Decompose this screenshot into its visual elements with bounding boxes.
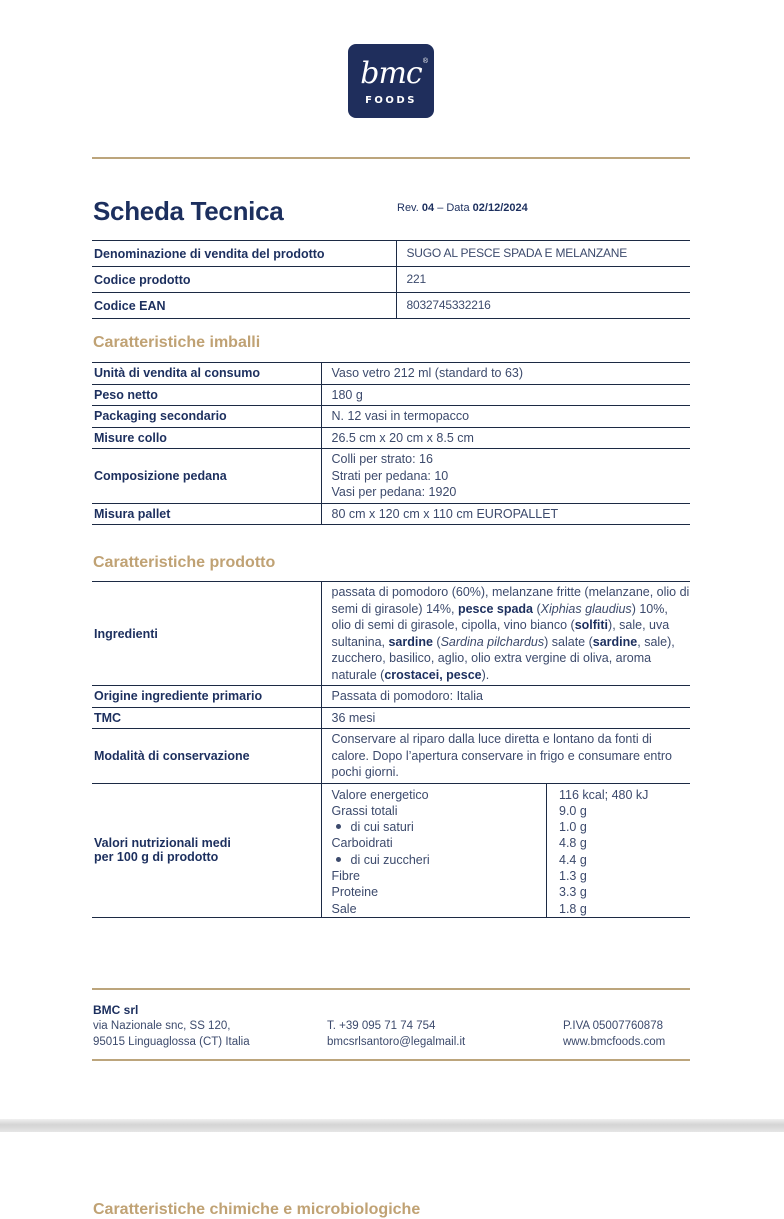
nutrition-row xyxy=(322,835,691,851)
nutrition-row xyxy=(322,884,691,900)
nutrition-row xyxy=(322,868,691,884)
logo-script: bmc xyxy=(360,55,422,91)
nutrient-name: Carboidrati xyxy=(331,836,393,851)
nutrient-value: 1.0 g xyxy=(547,819,691,835)
nutrition-row xyxy=(322,803,691,819)
nutrient-name: di cui zuccheri xyxy=(322,852,547,868)
table-row xyxy=(92,582,690,686)
revision-info xyxy=(397,202,528,214)
table-row xyxy=(92,241,690,267)
nutrition-label-line: per 100 g di prodotto xyxy=(94,850,219,865)
product-table xyxy=(92,581,690,918)
nutrient-value: 4.4 g xyxy=(547,852,691,868)
nutrient-value: 9.0 g xyxy=(547,803,691,819)
nutrition-row xyxy=(322,784,691,803)
table-row xyxy=(92,427,690,449)
address-line: via Nazionale snc, SS 120, xyxy=(93,1020,231,1032)
nutrition-label-line: Valori nutrizionali medi xyxy=(94,836,231,851)
website-link[interactable]: www.bmcfoods.com xyxy=(563,1036,666,1048)
pallet-line: Strati per pedana: 10 xyxy=(331,468,449,483)
section-heading-packaging: Caratteristiche imballi xyxy=(93,334,261,351)
date-label: – Data xyxy=(437,202,470,214)
section-heading-chemical: Caratteristiche chimiche e microbiologiche xyxy=(93,1201,421,1218)
row-value xyxy=(321,449,690,504)
nutrient-value: 3.3 g xyxy=(547,884,691,900)
vat-number: P.IVA 05007760878 xyxy=(563,1020,663,1032)
footer-contact xyxy=(327,1018,465,1050)
table-row xyxy=(92,686,690,708)
row-label: Packaging secondario xyxy=(92,406,321,428)
footer-divider-bottom xyxy=(92,1059,690,1061)
row-label: TMC xyxy=(92,707,321,729)
table-row xyxy=(92,503,690,525)
page-title: Scheda Tecnica xyxy=(93,196,284,226)
nutrition-row xyxy=(322,819,691,835)
nutrition-row xyxy=(322,901,691,917)
row-label xyxy=(92,783,321,917)
ingredients-text: passata di pomodoro (60%), melanzane fritte (melanzane, olio di semi di girasole) 14%, pesce spada (Xiphias glaudius) 10%, olio di semi di girasole, cipolla, vino bianco (solfiti), sale, uva sultanina, sardine (Sardina pilchardus) salate (sardine, sale), zucchero, basilico, aglio, olio extra vergine di oliva, aroma naturale (crostacei, pesce). xyxy=(321,582,690,686)
nutrition-values xyxy=(321,783,690,917)
row-label: Codice EAN xyxy=(92,293,396,319)
bullet-icon xyxy=(336,857,341,862)
pallet-line: Colli per strato: 16 xyxy=(331,452,433,466)
product-info-table xyxy=(92,240,690,319)
row-value: Passata di pomodoro: Italia xyxy=(321,686,690,708)
table-row xyxy=(92,707,690,729)
bullet-icon xyxy=(336,824,341,829)
row-label: Ingredienti xyxy=(92,582,321,686)
logo-subtitle: FOODS xyxy=(365,94,417,106)
row-label: Unità di vendita al consumo xyxy=(92,363,321,385)
email-link[interactable]: bmcsrlsantoro@legalmail.it xyxy=(327,1036,466,1048)
row-value: 8032745332216 xyxy=(396,293,690,319)
row-label: Denominazione di vendita del prodotto xyxy=(92,241,396,267)
footer-legal xyxy=(563,1018,665,1050)
nutrient-name: di cui saturi xyxy=(322,819,547,835)
page-separator xyxy=(0,1119,784,1132)
row-label: Modalità di conservazione xyxy=(92,729,321,784)
table-row xyxy=(92,384,690,406)
bmc-foods-logo xyxy=(348,44,434,118)
footer-company: BMC srl xyxy=(93,1003,139,1017)
table-row xyxy=(92,267,690,293)
nutrient-value: 1.3 g xyxy=(547,868,691,884)
table-row xyxy=(92,783,690,917)
rev-number: 04 xyxy=(421,202,435,214)
footer-address xyxy=(93,1018,250,1050)
table-row xyxy=(92,293,690,319)
row-label: Misura pallet xyxy=(92,503,321,525)
footer-divider-top xyxy=(92,988,690,990)
nutrient-value: 116 kcal; 480 kJ xyxy=(547,784,691,803)
table-row xyxy=(92,729,690,784)
address-line: 95015 Linguaglossa (CT) Italia xyxy=(93,1036,250,1048)
nutrient-name: Valore energetico xyxy=(331,787,429,802)
row-value: SUGO AL PESCE SPADA E MELANZANE xyxy=(396,241,690,267)
row-value: Vaso vetro 212 ml (standard to 63) xyxy=(321,363,690,385)
nutrition-table xyxy=(322,784,691,917)
table-row xyxy=(92,363,690,385)
nutrient-value: 4.8 g xyxy=(547,835,691,851)
pallet-line: Vasi per pedana: 1920 xyxy=(331,485,457,499)
nutrient-name: Grassi totali xyxy=(331,803,398,818)
row-value: N. 12 vasi in termopacco xyxy=(321,406,690,428)
rev-label: Rev. xyxy=(397,202,419,214)
nutrient-name: Fibre xyxy=(331,868,360,883)
nutrient-value: 1.8 g xyxy=(547,901,691,917)
row-value: Conservare al riparo dalla luce diretta e lontano da fonti di calore. Dopo l’apertura conservare in frigo e consumare entro pochi giorni. xyxy=(321,729,690,784)
table-row xyxy=(92,406,690,428)
row-label: Misure collo xyxy=(92,427,321,449)
registered-mark: ® xyxy=(422,58,428,65)
row-label: Codice prodotto xyxy=(92,267,396,293)
row-label: Origine ingrediente primario xyxy=(92,686,321,708)
row-value: 80 cm x 120 cm x 110 cm EUROPALLET xyxy=(321,503,690,525)
nutrient-name: Proteine xyxy=(331,885,379,900)
row-value: 180 g xyxy=(321,384,690,406)
header-divider xyxy=(92,157,690,159)
row-label: Peso netto xyxy=(92,384,321,406)
section-heading-product: Caratteristiche prodotto xyxy=(93,554,276,571)
packaging-table xyxy=(92,362,690,525)
row-label: Composizione pedana xyxy=(92,449,321,504)
table-row xyxy=(92,449,690,504)
nutrient-name: Sale xyxy=(331,901,357,916)
rev-date: 02/12/2024 xyxy=(472,202,528,214)
row-value: 221 xyxy=(396,267,690,293)
phone: T. +39 095 71 74 754 xyxy=(327,1020,436,1032)
nutrition-row xyxy=(322,852,691,868)
row-value: 36 mesi xyxy=(321,707,690,729)
row-value: 26.5 cm x 20 cm x 8.5 cm xyxy=(321,427,690,449)
